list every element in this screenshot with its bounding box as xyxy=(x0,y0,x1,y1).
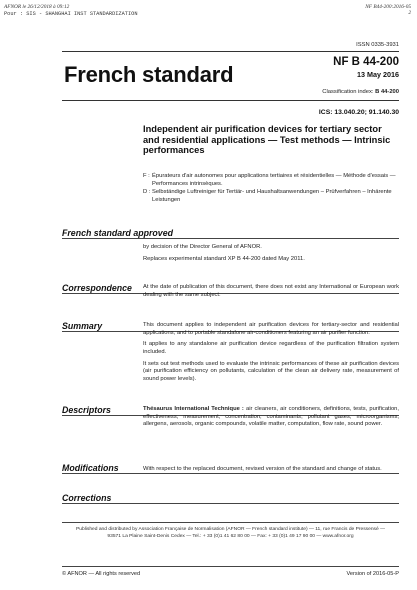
section-label-summary: Summary xyxy=(62,321,103,331)
middle-divider xyxy=(62,100,399,101)
watermark-licensee: Pour : SIS - SHANGHAI INST STANDARDIZATION xyxy=(4,11,138,17)
section-text-descriptors xyxy=(143,406,399,433)
section-text-modifications xyxy=(143,466,399,478)
replaces-line: Replaces experimental standard XP B 44-200 dated May 2011. xyxy=(143,255,305,262)
descriptors-text: air cleaners, air conditioners, definitions, tests, purification, effectiveness, measurement, concentration, contaminants, pollutant gases, microorganisms, allergens, aerosols, organic compounds, volatile matter, computation, flow rate, sound power. xyxy=(143,406,400,428)
main-title: Independent air purification devices for tertiary sector and residential applications — Test methods — Intrinsic performances xyxy=(143,124,391,156)
watermark-date: AFNOR le 26/12/2018 à 09:12 xyxy=(4,4,70,10)
translation-code: D : xyxy=(143,189,151,195)
section-label-descriptors: Descriptors xyxy=(62,405,111,415)
publisher-line: 93571 La Plaine Saint-Denis Cedex — Tel.: + 33 (0)1 41 62 80 00 — Fax: + 33 (0)1 49 17 90 00 — www.afnor.org xyxy=(107,533,354,539)
publisher-line: Published and distributed by Association Française de Normalisation (AFNOR — French standard institute) — 11, rue Francis de Pressensé — xyxy=(76,527,385,532)
translation-french xyxy=(143,173,399,188)
issn: ISSN 0335-3931 xyxy=(356,42,399,48)
header-page-number: 2 xyxy=(408,10,411,16)
summary-paragraph: It sets out test methods used to evaluate the intrinsic performances of these air purification devices (air purification efficiency on pollutants, calculation of the clean air delivery rate, measurement of sound power levels). xyxy=(143,360,399,382)
translation-text: Selbständige Luftreiniger für Tertiär- und Haushaltsanwendungen – Prüfverfahren – Inhärente Leistungen xyxy=(152,189,392,203)
section-divider xyxy=(62,503,399,504)
section-divider xyxy=(62,238,399,239)
footer-divider xyxy=(62,566,399,567)
correspondence-text: At the date of publication of this document, there does not exist any International or European work dealing with the same subject. xyxy=(143,284,399,298)
section-label-approved: French standard approved xyxy=(62,228,173,238)
section-label-correspondence: Correspondence xyxy=(62,283,132,293)
footer-divider xyxy=(62,522,399,523)
descriptors-lead: Thésaurus International Technique : xyxy=(143,406,244,412)
translation-german xyxy=(143,189,399,204)
section-label-modifications: Modifications xyxy=(62,463,119,473)
top-divider xyxy=(62,51,399,52)
header-right xyxy=(365,4,411,16)
classification-index xyxy=(322,89,399,95)
doc-title: French standard xyxy=(64,62,234,87)
summary-paragraph: This document applies to independent air purification devices for tertiary-sector and residential applications, and to portable standalone air-conditioners featuring an air purifier function. xyxy=(143,322,399,336)
classification-label: Classification index: xyxy=(322,89,374,95)
copyright: © AFNOR — All rights reserved xyxy=(62,571,141,577)
header-code: NF B44-200:2016-05 xyxy=(365,4,411,10)
standard-number: NF B 44-200 xyxy=(333,56,399,68)
publisher-note xyxy=(62,527,399,540)
classification-value: B 44-200 xyxy=(375,89,399,95)
approval-line: by decision of the Director General of AFNOR. xyxy=(143,244,262,250)
section-text-summary xyxy=(143,322,399,388)
translation-code: F : xyxy=(143,173,150,179)
version: Version of 2016-05-P xyxy=(346,571,399,577)
section-label-corrections: Corrections xyxy=(62,493,112,503)
watermark xyxy=(4,4,138,18)
modifications-text: With respect to the replaced document, revised version of the standard and change of status. xyxy=(143,466,382,472)
section-text-approved xyxy=(143,244,399,268)
standard-date: 13 May 2016 xyxy=(357,70,399,79)
section-text-correspondence xyxy=(143,284,399,303)
translation-text: Épurateurs d'air autonomes pour applications tertiaires et résidentielles — Méthode d'essais — Performances intrinsèques. xyxy=(152,173,396,187)
summary-paragraph: It applies to any standalone air purification device regardless of the purification filtration system included. xyxy=(143,341,399,355)
ics-codes: ICS: 13.040.20; 91.140.30 xyxy=(318,109,399,116)
